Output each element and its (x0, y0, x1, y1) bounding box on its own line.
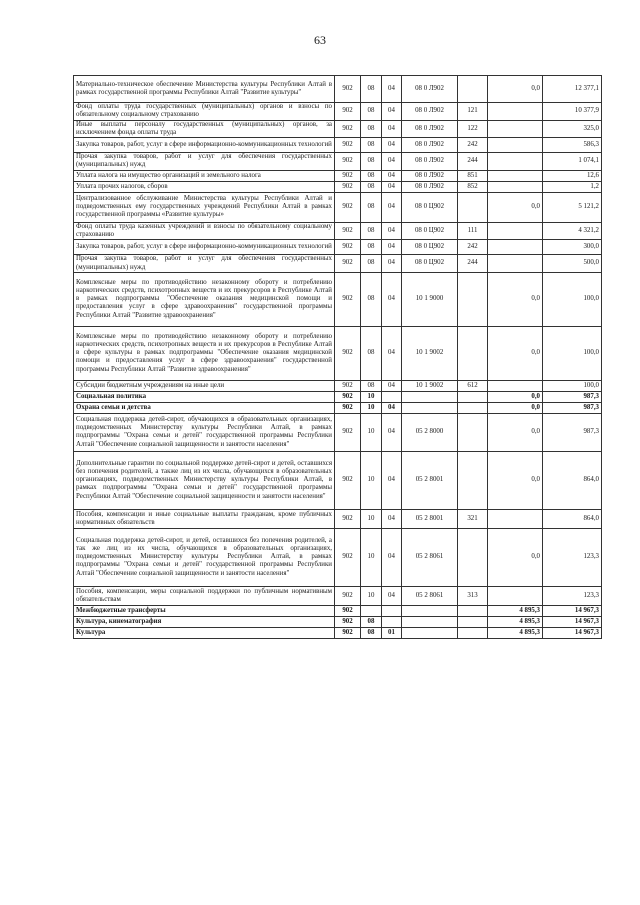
page-number: 63 (314, 33, 326, 47)
row-section-cell: 08 (361, 170, 382, 181)
row-grbs-cell: 902 (335, 509, 361, 528)
row-expense-type-cell (458, 605, 488, 616)
row-amount-1-cell (488, 103, 543, 121)
row-expense-type-cell: 321 (458, 509, 488, 528)
row-grbs-cell: 902 (335, 76, 361, 103)
row-amount-2-cell: 864,0 (543, 451, 602, 509)
row-grbs-cell: 902 (335, 627, 361, 638)
row-subsection-cell: 04 (382, 528, 402, 586)
row-section-cell: 10 (361, 451, 382, 509)
row-name-cell: Пособия, компенсации, меры социальной поддержки по публичным нормативным обязательствам (74, 586, 335, 605)
row-grbs-cell: 902 (335, 120, 361, 138)
row-expense-type-cell (458, 76, 488, 103)
row-expense-type-cell: 242 (458, 138, 488, 153)
table-row (74, 402, 602, 413)
table-row (74, 255, 602, 273)
row-target-article-cell: 08 0 Ц902 (402, 240, 458, 255)
row-section-cell: 08 (361, 272, 382, 326)
row-section-cell: 10 (361, 528, 382, 586)
table-row (74, 451, 602, 509)
row-amount-1-cell: 0,0 (488, 272, 543, 326)
row-amount-1-cell: 0,0 (488, 76, 543, 103)
row-amount-1-cell: 0,0 (488, 451, 543, 509)
row-amount-2-cell: 14 967,3 (543, 605, 602, 616)
row-amount-2-cell: 12 377,1 (543, 76, 602, 103)
row-target-article-cell: 10 1 9002 (402, 380, 458, 391)
row-amount-1-cell (488, 380, 543, 391)
row-grbs-cell: 902 (335, 451, 361, 509)
table-row (74, 222, 602, 240)
row-subsection-cell (382, 605, 402, 616)
row-expense-type-cell (458, 627, 488, 638)
row-grbs-cell: 902 (335, 326, 361, 380)
row-target-article-cell (402, 402, 458, 413)
row-amount-1-cell (488, 181, 543, 192)
row-amount-2-cell: 987,3 (543, 413, 602, 451)
row-subsection-cell: 04 (382, 451, 402, 509)
row-grbs-cell: 902 (335, 528, 361, 586)
row-name-cell: Социальная поддержка детей-сирот, обучающихся в образовательных организациях, подведомственных Министерству культуры Республики Алтай, в рамках подпрограммы "Охрана семьи и детей" государственной программы Республики Алтай "Обеспечение социальной защищенности и занятости населения" (74, 413, 335, 451)
row-grbs-cell: 902 (335, 255, 361, 273)
row-amount-1-cell (488, 120, 543, 138)
row-subsection-cell: 01 (382, 627, 402, 638)
row-name-cell: Межбюджетные трансферты (74, 605, 335, 616)
row-name-cell: Культура (74, 627, 335, 638)
row-subsection-cell: 04 (382, 413, 402, 451)
row-expense-type-cell (458, 616, 488, 627)
row-expense-type-cell: 242 (458, 240, 488, 255)
table-row (74, 153, 602, 171)
row-subsection-cell: 04 (382, 76, 402, 103)
row-target-article-cell: 08 0 Л902 (402, 153, 458, 171)
budget-table-body (74, 76, 602, 639)
row-subsection-cell: 04 (382, 380, 402, 391)
row-amount-2-cell: 12,6 (543, 170, 602, 181)
table-row (74, 380, 602, 391)
row-grbs-cell: 902 (335, 605, 361, 616)
row-expense-type-cell (458, 528, 488, 586)
row-name-cell: Иные выплаты персоналу государственных (муниципальных) органов, за исключением фонда оплаты труда (74, 120, 335, 138)
row-target-article-cell: 08 0 Ц902 (402, 222, 458, 240)
row-section-cell: 08 (361, 222, 382, 240)
table-row (74, 605, 602, 616)
row-amount-2-cell: 123,3 (543, 528, 602, 586)
row-target-article-cell: 10 1 9000 (402, 272, 458, 326)
row-subsection-cell: 04 (382, 120, 402, 138)
row-amount-2-cell: 100,0 (543, 380, 602, 391)
row-amount-2-cell: 1 074,1 (543, 153, 602, 171)
row-target-article-cell: 08 0 Л902 (402, 170, 458, 181)
row-name-cell: Пособия, компенсации и иные социальные выплаты гражданам, кроме публичных нормативных обязательств (74, 509, 335, 528)
row-grbs-cell: 902 (335, 586, 361, 605)
row-section-cell: 10 (361, 402, 382, 413)
row-expense-type-cell: 121 (458, 103, 488, 121)
row-grbs-cell: 902 (335, 616, 361, 627)
row-name-cell: Дополнительные гарантии по социальной поддержке детей-сирот и детей, оставшихся без попечения родителей, а также лиц из их числа, обучающихся в образовательных организациях, подведомственных Министерству культуры Республики Алтай, в рамках подпрограммы "Охрана семьи и детей" государственной программы Республики Алтай "Обеспечение социальной защищенности и занятости населения" (74, 451, 335, 509)
row-amount-1-cell: 0,0 (488, 192, 543, 222)
row-grbs-cell: 902 (335, 272, 361, 326)
row-name-cell: Социальная политика (74, 391, 335, 402)
row-subsection-cell: 04 (382, 509, 402, 528)
row-target-article-cell: 05 2 8000 (402, 413, 458, 451)
row-section-cell: 10 (361, 413, 382, 451)
row-subsection-cell: 04 (382, 240, 402, 255)
row-amount-2-cell: 14 967,3 (543, 627, 602, 638)
row-target-article-cell: 08 0 Л902 (402, 138, 458, 153)
row-grbs-cell: 902 (335, 170, 361, 181)
row-name-cell: Централизованное обслуживание Министерства культуры Республики Алтай и подведомственных ему государственных учреждений Республики Алтай в рамках государственной программы «Развитие культуры» (74, 192, 335, 222)
row-amount-2-cell: 4 321,2 (543, 222, 602, 240)
budget-table (73, 75, 602, 639)
row-subsection-cell: 04 (382, 272, 402, 326)
row-section-cell: 08 (361, 103, 382, 121)
row-amount-1-cell: 4 895,3 (488, 627, 543, 638)
row-section-cell: 08 (361, 240, 382, 255)
table-row (74, 326, 602, 380)
row-amount-2-cell: 500,0 (543, 255, 602, 273)
table-row (74, 103, 602, 121)
row-name-cell: Фонд оплаты труда государственных (муниципальных) органов и взносы по обязательному социальному страхованию (74, 103, 335, 121)
row-name-cell: Прочая закупка товаров, работ и услуг для обеспечения государственных (муниципальных) нужд (74, 255, 335, 273)
row-name-cell: Прочая закупка товаров, работ и услуг для обеспечения государственных (муниципальных) нужд (74, 153, 335, 171)
row-amount-1-cell: 0,0 (488, 326, 543, 380)
row-grbs-cell: 902 (335, 181, 361, 192)
table-row (74, 170, 602, 181)
row-expense-type-cell: 852 (458, 181, 488, 192)
row-subsection-cell: 04 (382, 222, 402, 240)
row-amount-1-cell (488, 586, 543, 605)
row-amount-2-cell: 586,3 (543, 138, 602, 153)
row-amount-2-cell: 123,3 (543, 586, 602, 605)
row-target-article-cell (402, 616, 458, 627)
row-amount-1-cell: 0,0 (488, 402, 543, 413)
row-name-cell: Охрана семьи и детства (74, 402, 335, 413)
row-grbs-cell: 902 (335, 240, 361, 255)
row-section-cell (361, 605, 382, 616)
table-row (74, 240, 602, 255)
row-subsection-cell: 04 (382, 170, 402, 181)
table-row (74, 138, 602, 153)
row-expense-type-cell (458, 272, 488, 326)
row-amount-1-cell: 0,0 (488, 391, 543, 402)
row-name-cell: Закупка товаров, работ, услуг в сфере информационно-коммуникационных технологий (74, 240, 335, 255)
row-expense-type-cell (458, 402, 488, 413)
row-amount-2-cell: 10 377,9 (543, 103, 602, 121)
table-row (74, 413, 602, 451)
row-target-article-cell: 08 0 Ц902 (402, 192, 458, 222)
row-grbs-cell: 902 (335, 222, 361, 240)
row-subsection-cell (382, 616, 402, 627)
row-name-cell: Уплата прочих налогов, сборов (74, 181, 335, 192)
row-expense-type-cell (458, 413, 488, 451)
row-section-cell: 08 (361, 380, 382, 391)
row-amount-2-cell: 5 121,2 (543, 192, 602, 222)
row-expense-type-cell: 612 (458, 380, 488, 391)
row-grbs-cell: 902 (335, 391, 361, 402)
row-amount-1-cell (488, 255, 543, 273)
row-name-cell: Комплексные меры по противодействию незаконному обороту и потреблению наркотических средств, психотропных веществ и их прекурсоров в Республике Алтай в сфере культуры в рамках подпрограммы "Обеспечение оказания медицинской помощи и предоставления услуг в сфере здравоохранения" государственной программы Республики Алтай "Развитие здравоохранения" (74, 326, 335, 380)
row-grbs-cell: 902 (335, 138, 361, 153)
row-section-cell: 08 (361, 181, 382, 192)
row-section-cell: 10 (361, 586, 382, 605)
row-grbs-cell: 902 (335, 192, 361, 222)
row-target-article-cell: 08 0 Л902 (402, 103, 458, 121)
row-amount-1-cell (488, 240, 543, 255)
row-subsection-cell: 04 (382, 255, 402, 273)
table-row (74, 120, 602, 138)
table-row (74, 586, 602, 605)
row-amount-1-cell (488, 170, 543, 181)
table-row (74, 192, 602, 222)
row-subsection-cell: 04 (382, 326, 402, 380)
row-amount-2-cell: 300,0 (543, 240, 602, 255)
row-target-article-cell: 05 2 8061 (402, 528, 458, 586)
row-amount-2-cell: 1,2 (543, 181, 602, 192)
row-grbs-cell: 902 (335, 380, 361, 391)
table-row (74, 616, 602, 627)
row-amount-2-cell: 987,3 (543, 402, 602, 413)
row-grbs-cell: 902 (335, 413, 361, 451)
row-section-cell: 08 (361, 153, 382, 171)
table-row (74, 391, 602, 402)
row-amount-2-cell: 325,0 (543, 120, 602, 138)
row-target-article-cell (402, 627, 458, 638)
row-section-cell: 08 (361, 627, 382, 638)
row-subsection-cell (382, 391, 402, 402)
table-row (74, 76, 602, 103)
row-target-article-cell: 05 2 8001 (402, 509, 458, 528)
table-row (74, 627, 602, 638)
row-subsection-cell: 04 (382, 402, 402, 413)
row-name-cell: Уплата налога на имущество организаций и земельного налога (74, 170, 335, 181)
row-subsection-cell: 04 (382, 181, 402, 192)
row-target-article-cell: 08 0 Л902 (402, 181, 458, 192)
row-expense-type-cell (458, 326, 488, 380)
row-section-cell: 08 (361, 255, 382, 273)
row-subsection-cell: 04 (382, 103, 402, 121)
row-section-cell: 08 (361, 616, 382, 627)
row-amount-1-cell (488, 509, 543, 528)
row-expense-type-cell (458, 451, 488, 509)
row-target-article-cell: 08 0 Ц902 (402, 255, 458, 273)
row-expense-type-cell (458, 192, 488, 222)
row-grbs-cell: 902 (335, 402, 361, 413)
row-section-cell: 08 (361, 76, 382, 103)
row-subsection-cell: 04 (382, 586, 402, 605)
row-target-article-cell: 05 2 8001 (402, 451, 458, 509)
row-section-cell: 08 (361, 192, 382, 222)
row-name-cell: Закупка товаров, работ, услуг в сфере информационно-коммуникационных технологий (74, 138, 335, 153)
row-amount-2-cell: 987,3 (543, 391, 602, 402)
row-amount-1-cell (488, 153, 543, 171)
row-section-cell: 08 (361, 138, 382, 153)
row-subsection-cell: 04 (382, 192, 402, 222)
row-amount-2-cell: 100,0 (543, 272, 602, 326)
row-name-cell: Комплексные меры по противодействию незаконному обороту и потреблению наркотических средств, психотропных веществ и их прекурсоров в Республике Алтай в рамках подпрограммы "Обеспечение оказания медицинской помощи и предоставления услуг в сфере здравоохранения" государственной программы Республики Алтай "Развитие здравоохранения" (74, 272, 335, 326)
table-row (74, 509, 602, 528)
row-amount-1-cell (488, 222, 543, 240)
row-section-cell: 10 (361, 509, 382, 528)
row-expense-type-cell: 313 (458, 586, 488, 605)
row-subsection-cell: 04 (382, 138, 402, 153)
row-expense-type-cell: 122 (458, 120, 488, 138)
row-grbs-cell: 902 (335, 153, 361, 171)
row-target-article-cell (402, 605, 458, 616)
row-amount-1-cell: 0,0 (488, 528, 543, 586)
row-amount-1-cell: 0,0 (488, 413, 543, 451)
table-row (74, 181, 602, 192)
table-row (74, 272, 602, 326)
row-subsection-cell: 04 (382, 153, 402, 171)
row-section-cell: 08 (361, 120, 382, 138)
row-name-cell: Социальная поддержка детей-сирот, и детей, оставшихся без попечения родителей, а так же лиц из их числа, обучающихся в образовательных организациях, подведомственных Министерству культуры Республики Алтай, в рамках подпрограммы "Охрана семьи и детей" государственной программы Республики Алтай "Обеспечение социальной защищенности и занятости населения" (74, 528, 335, 586)
row-amount-2-cell: 14 967,3 (543, 616, 602, 627)
row-amount-1-cell: 4 895,3 (488, 605, 543, 616)
row-expense-type-cell: 244 (458, 255, 488, 273)
row-target-article-cell: 05 2 8061 (402, 586, 458, 605)
row-expense-type-cell (458, 391, 488, 402)
row-name-cell: Субсидии бюджетным учреждениям на иные цели (74, 380, 335, 391)
row-grbs-cell: 902 (335, 103, 361, 121)
row-target-article-cell: 08 0 Л902 (402, 120, 458, 138)
row-amount-1-cell (488, 138, 543, 153)
row-expense-type-cell: 111 (458, 222, 488, 240)
row-name-cell: Фонд оплаты труда казенных учреждений и взносы по обязательному социальному страхованию (74, 222, 335, 240)
row-target-article-cell: 10 1 9002 (402, 326, 458, 380)
row-name-cell: Культура, кинематография (74, 616, 335, 627)
row-name-cell: Материально-техническое обеспечение Министерства культуры Республики Алтай в рамках государственной программы Республики Алтай "Развитие культуры" (74, 76, 335, 103)
row-target-article-cell (402, 391, 458, 402)
row-expense-type-cell: 851 (458, 170, 488, 181)
row-amount-1-cell: 4 895,3 (488, 616, 543, 627)
row-amount-2-cell: 100,0 (543, 326, 602, 380)
row-amount-2-cell: 864,0 (543, 509, 602, 528)
row-target-article-cell: 08 0 Л902 (402, 76, 458, 103)
row-section-cell: 10 (361, 391, 382, 402)
row-section-cell: 08 (361, 326, 382, 380)
table-row (74, 528, 602, 586)
row-expense-type-cell: 244 (458, 153, 488, 171)
